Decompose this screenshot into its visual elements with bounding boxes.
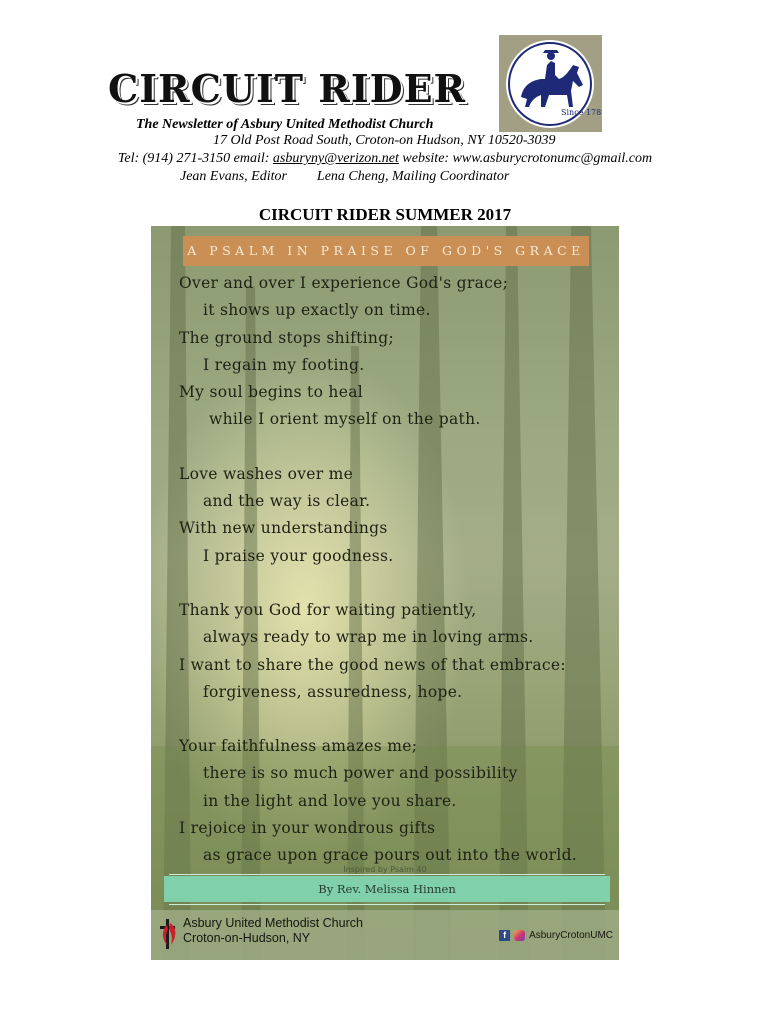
email-link[interactable]: asburyny@verizon.net: [272, 151, 399, 166]
circuit-rider-logo: [499, 35, 602, 132]
poem-line: as grace upon grace pours out into the world.: [203, 846, 578, 865]
author-ribbon: By Rev. Melissa Hinnen: [164, 876, 610, 902]
email-label: email:: [233, 151, 270, 166]
editor-name: Jean Evans, Editor: [180, 169, 287, 184]
church-address: 17 Old Post Road South, Croton-on Hudson, NY 10520-3039: [213, 133, 556, 148]
newsletter-subtitle: The Newsletter of Asbury United Methodist Church: [136, 117, 434, 132]
psalm-poster: [151, 226, 619, 960]
poem-line: I rejoice in your wondrous gifts: [179, 819, 436, 838]
ribbon-divider: [169, 904, 605, 905]
mailing-coordinator: Lena Cheng, Mailing Coordinator: [316, 169, 510, 184]
church-name-block: [183, 916, 363, 946]
poem-line: while I orient myself on the path.: [209, 410, 481, 429]
church-footer: [151, 910, 619, 960]
poem-line: Over and over I experience God's grace;: [179, 274, 509, 292]
poem-line: it shows up exactly on time.: [203, 301, 431, 320]
poem-line: Your faithfulness amazes me;: [179, 737, 418, 756]
edition-title: CIRCUIT RIDER SUMMER 2017: [258, 205, 512, 224]
church-name: Asbury United Methodist Church: [183, 916, 363, 930]
ribbon-divider: [169, 874, 605, 875]
church-location: Croton-on-Hudson, NY: [183, 931, 311, 945]
poem-line: With new understandings: [179, 519, 388, 538]
cross-and-flame-icon: [157, 917, 179, 951]
poem-line: always ready to wrap me in loving arms.: [203, 628, 534, 647]
inspired-by-note: Inspired by Psalm 40: [343, 865, 427, 874]
poem-line: Love washes over me: [179, 464, 354, 483]
poem-line: The ground stops shifting;: [179, 328, 394, 347]
website-label: website:: [402, 151, 450, 166]
phone-number: Tel: (914) 271-3150: [117, 151, 231, 166]
poem-line: I want to share the good news of that embrace:: [179, 655, 566, 674]
poem-line: Thank you God for waiting patiently,: [179, 600, 477, 619]
psalm-title-banner: A PSALM IN PRAISE OF GOD'S GRACE: [183, 236, 589, 266]
horse-rider-icon: [499, 35, 602, 132]
masthead-title: CIRCUIT RIDER: [108, 66, 467, 111]
website-text: www.asburycrotonumc@gmail.com: [452, 151, 653, 166]
staff-line: [180, 169, 509, 185]
psalm-poem: [179, 270, 609, 870]
contact-line: [0, 151, 770, 167]
poem-line: there is so much power and possibility: [203, 764, 518, 783]
facebook-icon: f: [499, 930, 510, 941]
poem-line: and the way is clear.: [203, 492, 371, 511]
poem-line: forgiveness, assuredness, hope.: [203, 682, 463, 701]
poem-line: I regain my footing.: [203, 355, 365, 374]
logo-since-text: Since 1789: [561, 108, 602, 117]
poem-line: in the light and love you share.: [203, 791, 457, 810]
social-handles: [499, 930, 613, 941]
instagram-icon: [514, 930, 525, 941]
poem-line: I praise your goodness.: [203, 546, 394, 565]
poem-line: My soul begins to heal: [179, 383, 363, 402]
social-handle: AsburyCrotonUMC: [529, 930, 613, 941]
